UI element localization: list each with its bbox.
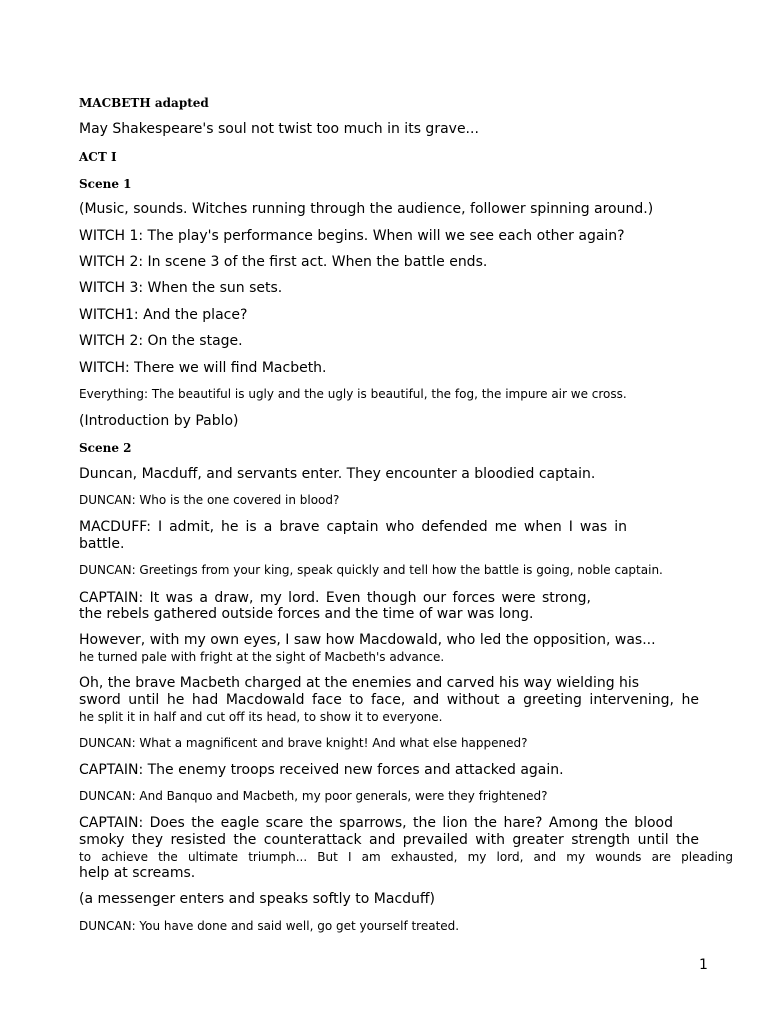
dialogue-line: WITCH1: And the place? — [79, 307, 248, 323]
dialogue-line: DUNCAN: What a magnificent and brave knight! And what else happened? — [79, 736, 528, 750]
dialogue-line: DUNCAN: Who is the one covered in blood? — [79, 493, 340, 507]
act-heading: ACT I — [79, 150, 117, 164]
dialogue-line: to achieve the ultimate triumph... But I am exhausted, my lord, and my wounds are pleading — [79, 850, 733, 864]
document-subtitle: May Shakespeare's soul not twist too much in its grave... — [79, 121, 479, 137]
dialogue-line: DUNCAN: Greetings from your king, speak quickly and tell how the battle is going, noble captain. — [79, 563, 663, 577]
dialogue-line: WITCH 2: In scene 3 of the first act. When the battle ends. — [79, 254, 488, 270]
dialogue-line: help at screams. — [79, 865, 196, 881]
dialogue-line: CAPTAIN: It was a draw, my lord. Even though our forces were strong, — [79, 590, 591, 606]
dialogue-line: WITCH 1: The play's performance begins. When will we see each other again? — [79, 228, 625, 244]
dialogue-line: he split it in half and cut off its head, to show it to everyone. — [79, 710, 443, 724]
dialogue-line: CAPTAIN: The enemy troops received new forces and attacked again. — [79, 762, 564, 778]
stage-direction: Duncan, Macduff, and servants enter. They encounter a bloodied captain. — [79, 466, 596, 482]
dialogue-line: the rebels gathered outside forces and the time of war was long. — [79, 606, 534, 622]
document-title: MACBETH adapted — [79, 96, 209, 110]
dialogue-line: he turned pale with fright at the sight of Macbeth's advance. — [79, 650, 445, 664]
scene-1-heading: Scene 1 — [79, 177, 132, 191]
dialogue-line: Everything: The beautiful is ugly and the ugly is beautiful, the fog, the impure air we cross. — [79, 387, 627, 401]
scene-2-heading: Scene 2 — [79, 441, 132, 455]
dialogue-line: battle. — [79, 536, 125, 552]
dialogue-line: WITCH 2: On the stage. — [79, 333, 243, 349]
stage-direction: (Introduction by Pablo) — [79, 413, 239, 429]
dialogue-line: CAPTAIN: Does the eagle scare the sparrows, the lion the hare? Among the blood — [79, 815, 673, 831]
page-number: 1 — [699, 957, 708, 973]
dialogue-line: WITCH 3: When the sun sets. — [79, 280, 283, 296]
dialogue-line: DUNCAN: And Banquo and Macbeth, my poor generals, were they frightened? — [79, 789, 548, 803]
dialogue-line: DUNCAN: You have done and said well, go get yourself treated. — [79, 919, 460, 933]
stage-direction: (a messenger enters and speaks softly to Macduff) — [79, 891, 436, 907]
dialogue-line: sword until he had Macdowald face to face, and without a greeting intervening, he — [79, 692, 699, 708]
dialogue-line: smoky they resisted the counterattack and prevailed with greater strength until the — [79, 832, 699, 848]
dialogue-line: Oh, the brave Macbeth charged at the enemies and carved his way wielding his — [79, 675, 640, 691]
dialogue-line: MACDUFF: I admit, he is a brave captain who defended me when I was in — [79, 519, 627, 535]
dialogue-line: WITCH: There we will find Macbeth. — [79, 360, 327, 376]
stage-direction: (Music, sounds. Witches running through the audience, follower spinning around.) — [79, 201, 654, 217]
dialogue-line: However, with my own eyes, I saw how Macdowald, who led the opposition, was... — [79, 632, 656, 648]
